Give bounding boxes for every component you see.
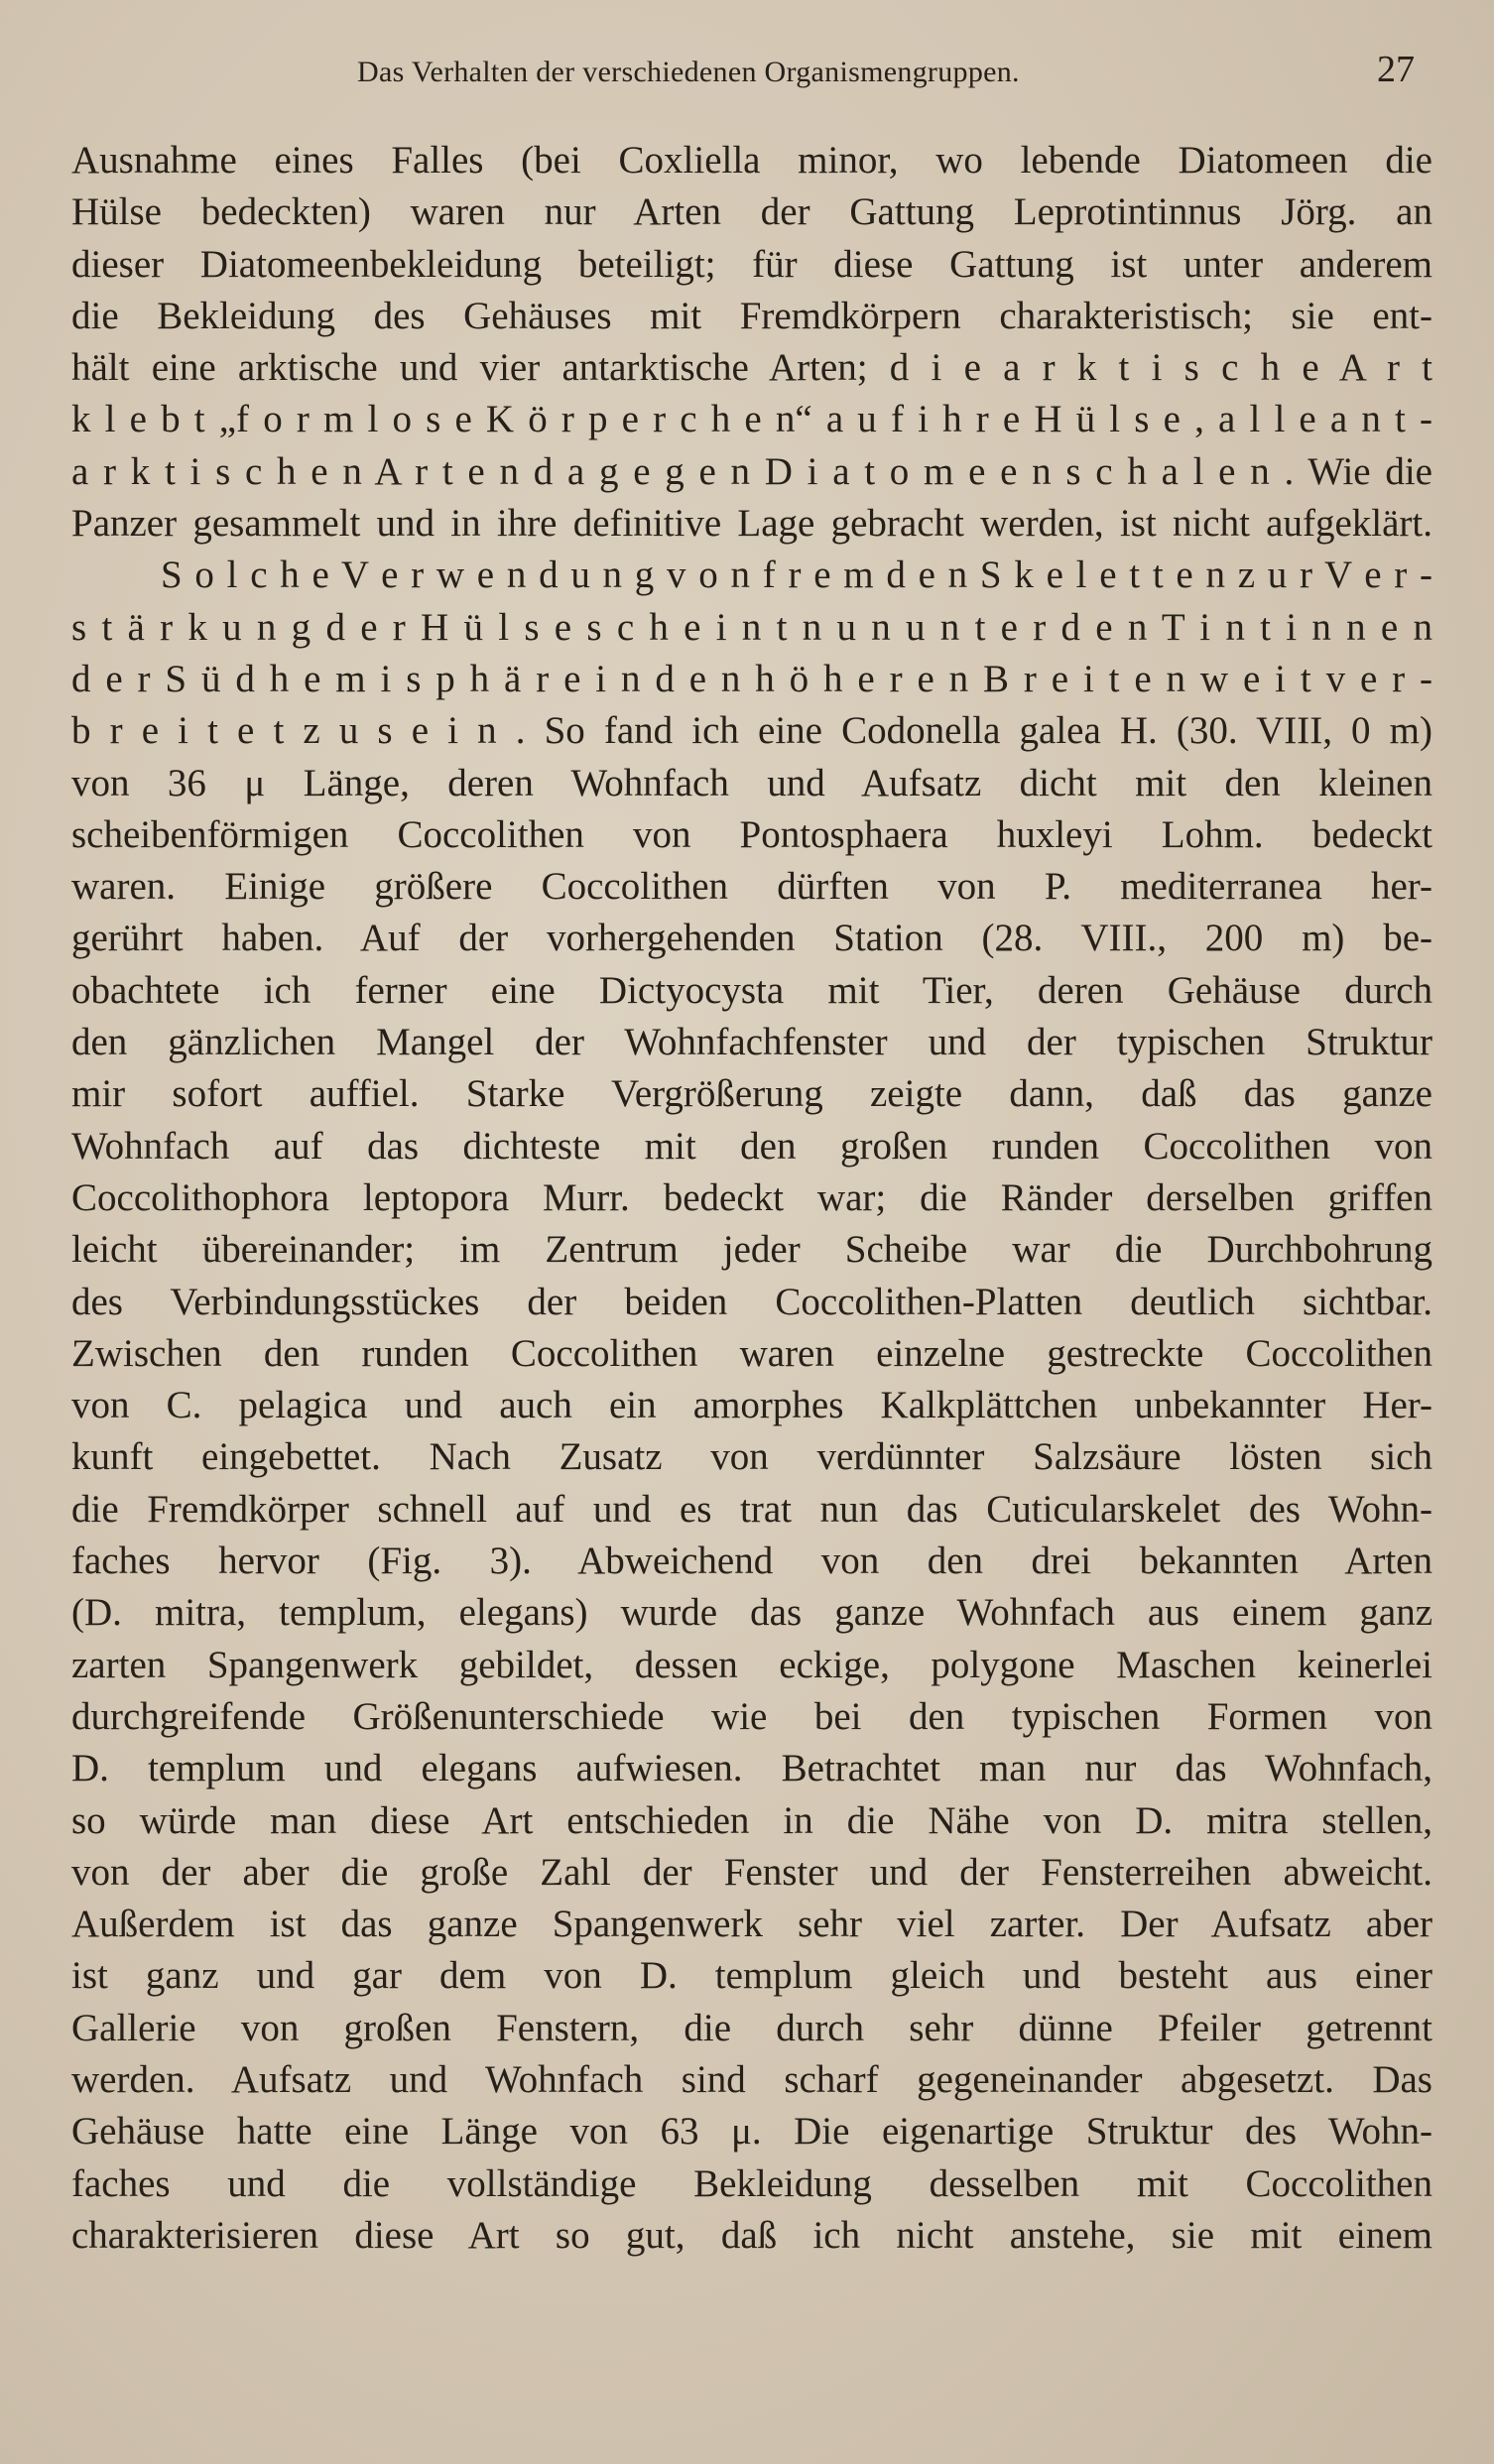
- text-line: von der aber die große Zahl der Fenster und der Fensterreihen abweicht.: [71, 1850, 1432, 1894]
- text-line: zarten Spangenwerk gebildet, dessen eckige, polygone Maschen keinerlei: [71, 1643, 1432, 1686]
- text-line: D. templum und elegans aufwiesen. Betrachtet man nur das Wohnfach,: [71, 1747, 1432, 1790]
- text-line: von C. pelagica und auch ein amorphes Kalkplättchen unbekannter Her-: [71, 1384, 1432, 1427]
- page-header: [0, 48, 1494, 95]
- text-line: Coccolithophora leptopora Murr. bedeckt war; die Ränder derselben griffen: [71, 1175, 1432, 1219]
- text-line: die Bekleidung des Gehäuses mit Fremdkörpern charakteristisch; sie ent-: [71, 294, 1432, 337]
- page-number: 27: [1377, 49, 1415, 90]
- text-line: a r k t i s c h e n A r t e n d a g e g e n D i a t o m e e n s c h a l e n . Wie die: [71, 449, 1432, 493]
- text-line: S o l c h e V e r w e n d u n g v o n f r e m d e n S k e l e t t e n z u r V e r -: [161, 554, 1432, 597]
- text-line: hält eine arktische und vier antarktische Arten; d i e a r k t i s c h e A r t: [71, 346, 1432, 390]
- text-line: den gänzlichen Mangel der Wohnfachfenster und der typischen Struktur: [71, 1021, 1432, 1064]
- text-line: charakterisieren diese Art so gut, daß ich nicht anstehe, sie mit einem: [71, 2213, 1432, 2257]
- text-line: k l e b t „f o r m l o s e K ö r p e r c h e n“ a u f i h r e H ü l s e , a l l e a n t -: [71, 398, 1432, 441]
- text-line: mir sofort auffiel. Starke Vergrößerung zeigte dann, daß das ganze: [71, 1072, 1432, 1116]
- text-line: Panzer gesammelt und in ihre definitive Lage gebracht werden, ist nicht aufgeklärt.: [71, 502, 1432, 546]
- text-line: scheibenförmigen Coccolithen von Pontosphaera huxleyi Lohm. bedeckt: [71, 812, 1432, 856]
- text-line: Ausnahme eines Falles (bei Coxliella minor, wo lebende Diatomeen die: [71, 139, 1432, 182]
- text-line: Gehäuse hatte eine Länge von 63 μ. Die eigenartige Struktur des Wohn-: [71, 2110, 1432, 2154]
- text-line: Gallerie von großen Fenstern, die durch sehr dünne Pfeiler getrennt: [71, 2006, 1432, 2049]
- text-line: die Fremdkörper schnell auf und es trat nun das Cuticularskelet des Wohn-: [71, 1487, 1432, 1531]
- text-line: faches hervor (Fig. 3). Abweichend von den drei bekannten Arten: [71, 1540, 1432, 1583]
- text-line: Zwischen den runden Coccolithen waren einzelne gestreckte Coccolithen: [71, 1331, 1432, 1375]
- text-line: obachtete ich ferner eine Dictyocysta mit Tier, deren Gehäuse durch: [71, 968, 1432, 1012]
- text-line: (D. mitra, templum, elegans) wurde das ganze Wohnfach aus einem ganz: [71, 1591, 1432, 1635]
- body-text: [71, 135, 1432, 2262]
- text-line: gerührt haben. Auf der vorhergehenden Station (28. VIII., 200 m) be-: [71, 917, 1432, 960]
- text-line: b r e i t e t z u s e i n . So fand ich eine Codonella galea H. (30. VIII, 0 m): [71, 709, 1432, 753]
- text-line: faches und die vollständige Bekleidung desselben mit Coccolithen: [71, 2161, 1432, 2205]
- running-head: Das Verhalten der verschiedenen Organismengruppen.: [357, 56, 1020, 88]
- text-line: ist ganz und gar dem von D. templum gleich und besteht aus einer: [71, 1954, 1432, 1998]
- text-line: Hülse bedeckten) waren nur Arten der Gattung Leprotintinnus Jörg. an: [71, 190, 1432, 234]
- text-line: dieser Diatomeenbekleidung beteiligt; für diese Gattung ist unter anderem: [71, 242, 1432, 286]
- text-line: Außerdem ist das ganze Spangenwerk sehr viel zarter. Der Aufsatz aber: [71, 1903, 1432, 1946]
- text-line: kunft eingebettet. Nach Zusatz von verdünnter Salzsäure lösten sich: [71, 1435, 1432, 1479]
- text-line: durchgreifende Größenunterschiede wie bei den typischen Formen von: [71, 1694, 1432, 1738]
- text-line: Wohnfach auf das dichteste mit den großen runden Coccolithen von: [71, 1124, 1432, 1168]
- text-line: waren. Einige größere Coccolithen dürften von P. mediterranea her-: [71, 865, 1432, 909]
- text-line: werden. Aufsatz und Wohnfach sind scharf gegeneinander abgesetzt. Das: [71, 2057, 1432, 2101]
- text-line: d e r S ü d h e m i s p h ä r e i n d e n h ö h e r e n B r e i t e n w e i t v e r -: [71, 657, 1432, 700]
- text-line: so würde man diese Art entschieden in die Nähe von D. mitra stellen,: [71, 1798, 1432, 1842]
- text-line: s t ä r k u n g d e r H ü l s e s c h e i n t n u n u n t e r d e n T i n t i n n e n: [71, 605, 1432, 649]
- text-line: leicht übereinander; im Zentrum jeder Scheibe war die Durchbohrung: [71, 1228, 1432, 1272]
- text-line: des Verbindungsstückes der beiden Coccolithen-Platten deutlich sichtbar.: [71, 1280, 1432, 1323]
- text-line: von 36 μ Länge, deren Wohnfach und Aufsatz dicht mit den kleinen: [71, 761, 1432, 804]
